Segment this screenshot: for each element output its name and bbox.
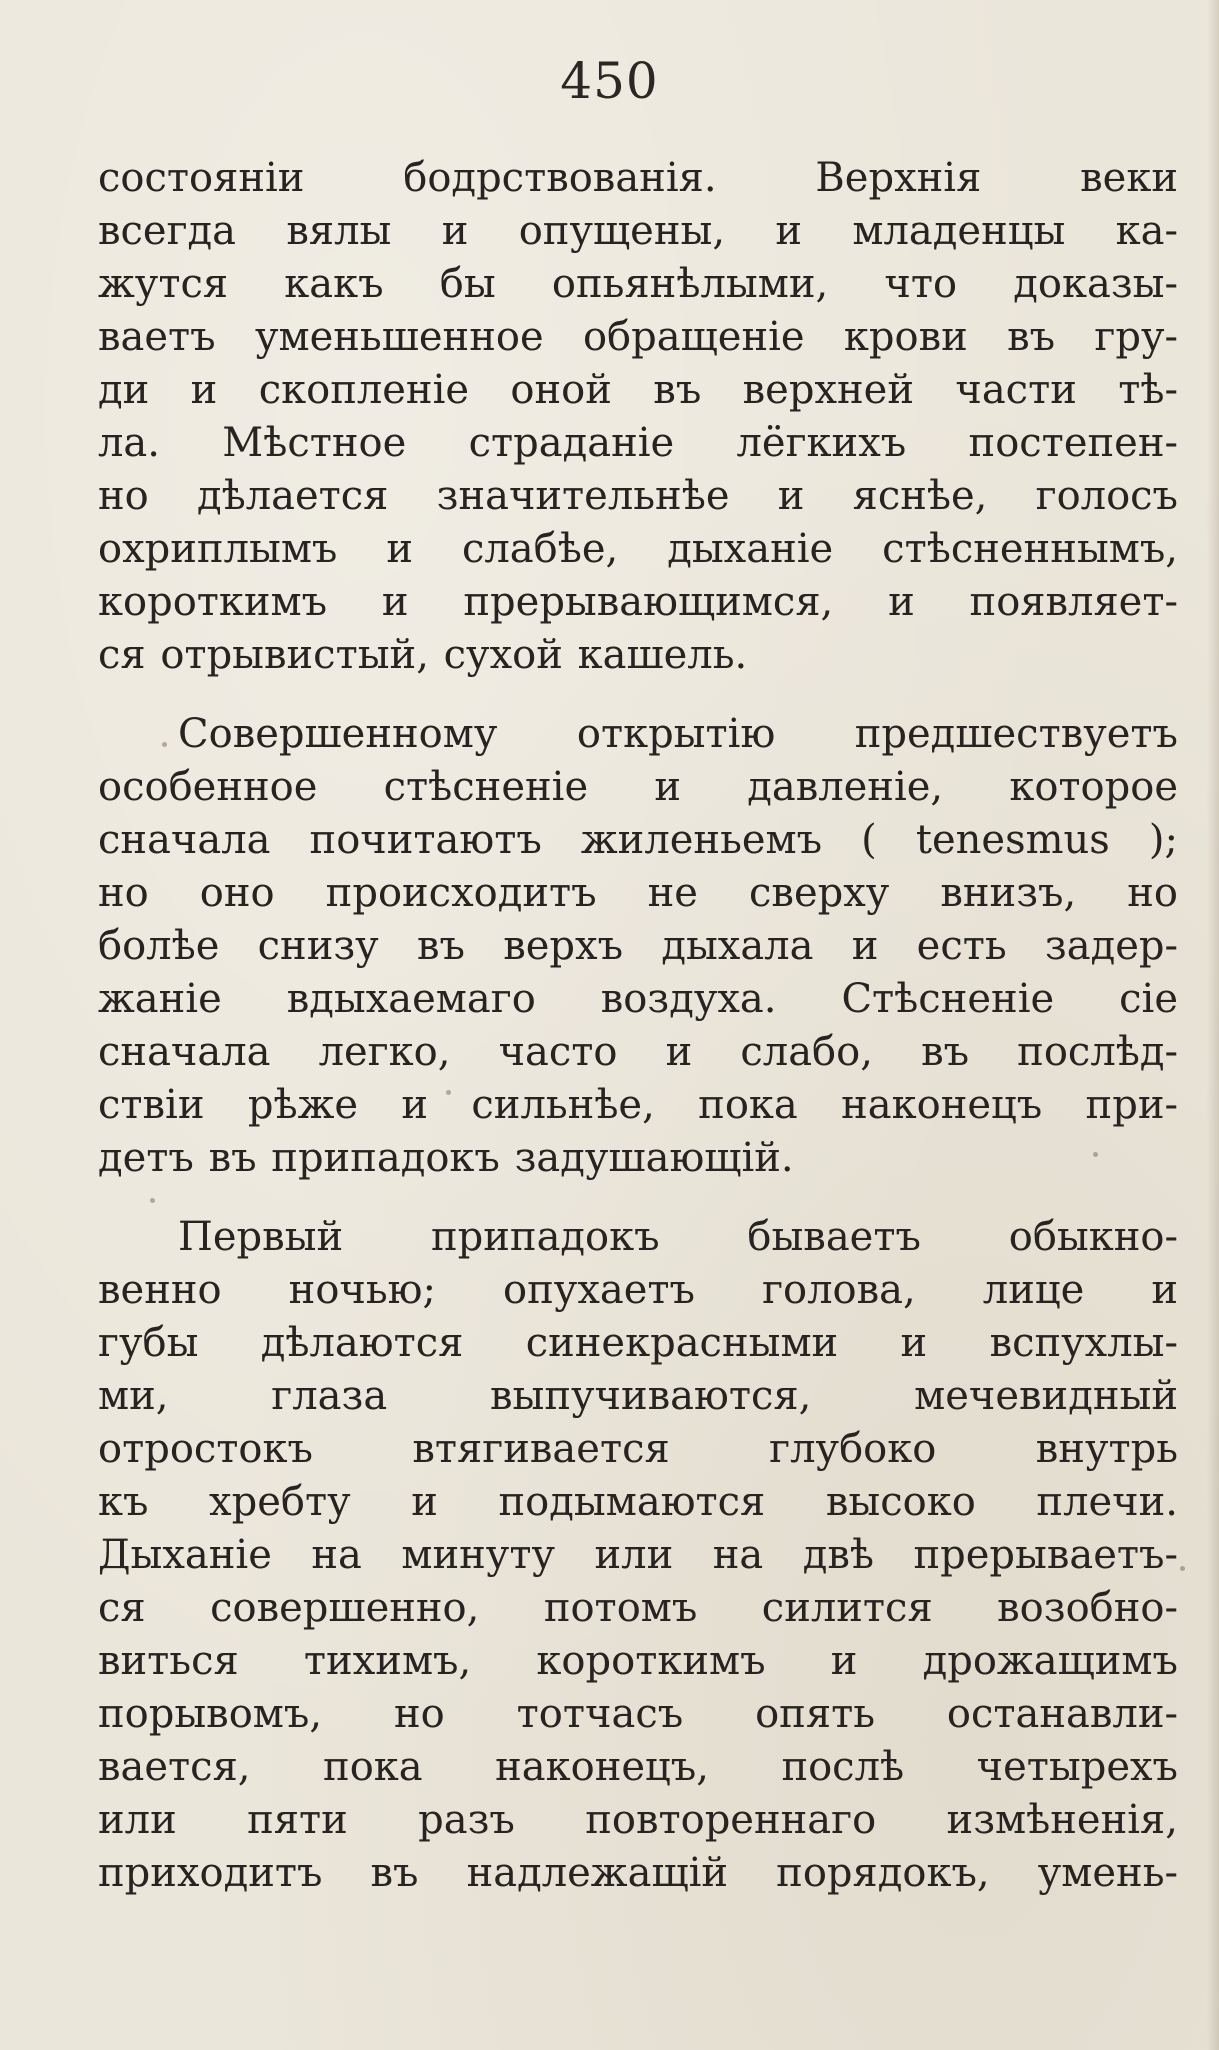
text-line: приходитъ въ надлежащій порядокъ, умень- [98, 1850, 1178, 1896]
text-line: состояніи бодрствованія. Верхнія веки [98, 155, 1178, 201]
text-line: ся отрывистый, сухой кашель. [98, 632, 748, 678]
text-line: къ хребту и подымаются высоко плечи. [98, 1479, 1178, 1525]
text-line: виться тихимъ, короткимъ и дрожащимъ [98, 1638, 1178, 1684]
text-line: но оно происходитъ не сверху внизъ, но [98, 870, 1178, 916]
text-line: особенное стѣсненіе и давленіе, которое [98, 764, 1178, 810]
text-line: охриплымъ и слабѣе, дыханіе стѣсненнымъ, [98, 526, 1178, 572]
text-line: вается, пока наконецъ, послѣ четырехъ [98, 1744, 1178, 1790]
paper-speck [150, 1198, 155, 1203]
text-line: или пяти разъ повтореннаго измѣненія, [98, 1797, 1178, 1843]
text-line: ся совершенно, потомъ силится возобно- [98, 1585, 1178, 1631]
paper-speck [1180, 1566, 1185, 1571]
text-line: Совершенному открытію предшествуетъ [178, 711, 1178, 757]
text-line: порывомъ, но тотчасъ опять останавли- [98, 1691, 1178, 1737]
text-line: жутся какъ бы опьянѣлыми, что доказы- [98, 261, 1178, 307]
text-line: жаніе вдыхаемаго воздуха. Стѣсненіе сіе [98, 976, 1178, 1022]
text-line: ми, глаза выпучиваются, мечевидный [98, 1373, 1178, 1419]
text-line: детъ въ припадокъ задушающій. [98, 1135, 794, 1181]
text-line: ла. Мѣстное страданіе лёгкихъ постепен- [98, 420, 1178, 466]
paragraph-3 [98, 1211, 1178, 1900]
paragraph-2 [98, 708, 1178, 1185]
text-line: сначала легко, часто и слабо, въ послѣд- [98, 1029, 1178, 1075]
text-line: венно ночью; опухаетъ голова, лице и [98, 1267, 1178, 1313]
text-line: короткимъ и прерывающимся, и появляет- [98, 579, 1178, 625]
text-line: Первый припадокъ бываетъ обыкно- [178, 1214, 1178, 1260]
text-line: болѣе снизу въ верхъ дыхала и есть задер- [98, 923, 1178, 969]
text-line: но дѣлается значительнѣе и яснѣе, голосъ [98, 473, 1178, 519]
paper-speck [446, 1090, 451, 1095]
page-number: 450 [560, 52, 659, 110]
page-edge-shadow [1207, 0, 1219, 2050]
paper-speck [1093, 1152, 1098, 1157]
text-line: ди и скопленіе оной въ верхней части тѣ- [98, 367, 1178, 413]
text-line: ствіи рѣже и сильнѣе, пока наконецъ при- [98, 1082, 1178, 1128]
text-line: Дыханіе на минуту или на двѣ прерываетъ- [98, 1532, 1178, 1578]
text-line: сначала почитаютъ жиленьемъ ( tenesmus ); [98, 817, 1178, 863]
text-line: всегда вялы и опущены, и младенцы ка- [98, 208, 1178, 254]
text-line: ваетъ уменьшенное обращеніе крови въ гру- [98, 314, 1178, 360]
paragraph-1 [98, 152, 1178, 682]
text-line: отростокъ втягивается глубоко внутрь [98, 1426, 1178, 1472]
text-line: губы дѣлаются синекрасными и вспухлы- [98, 1320, 1178, 1366]
paper-speck [162, 742, 167, 747]
